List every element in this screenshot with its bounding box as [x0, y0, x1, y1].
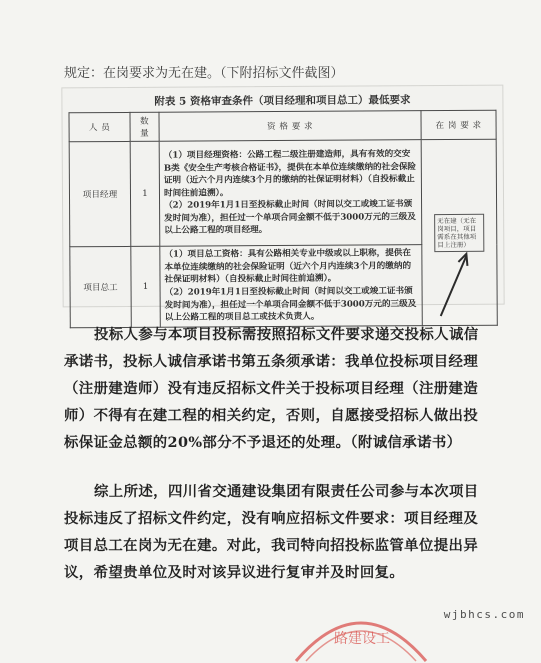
table-row	[69, 139, 497, 247]
header-role: 人 员	[69, 112, 130, 141]
appendix-title: 附表 5 资格审查条件（项目经理和项目总工）最低要求	[154, 94, 411, 108]
requirement-paragraph: （2）2019年1月1日至投标截止时间（时间以交工或竣工证书颁发时间为准），担任过一个单项合同金额不低于3000万元的三级及以上公路工程的项目总工或技术负责人。	[164, 286, 417, 323]
requirement-cell	[160, 245, 422, 328]
role-cell: 项目总工	[70, 246, 131, 327]
paragraph-text: 投标人参与本项目投标需按照招标文件要求递交投标人诚信承诺书，投标人诚信承诺书第五条须承诺：我单位投标项目经理（注册建造师）没有违反招标文件关于投标项目经理（注册建造师）不得有在建工程的相关约定，否则，自愿接受招标人做出投标保证金总额的20%部分不予退还的处理。（附诚信承诺书）	[64, 326, 479, 451]
header-requirement: 资 格 要 求	[159, 111, 421, 142]
qty-cell: 1	[130, 141, 160, 246]
requirement-paragraph: （2）2019年1月1日至投标截止时间（时间以交工或竣工证书颁发时间为准），担任过一个单项合同金额不低于3000万元的三级及以上公路工程的项目经理。	[164, 199, 416, 237]
on-duty-cell	[421, 139, 497, 325]
qualification-table	[68, 110, 497, 329]
tender-document-screenshot	[61, 85, 504, 323]
requirement-paragraph: （1）项目经理资格：公路工程二级注册建造师，具有有效的交安B类《安全生产考核合格证书》，提供在本单位连续缴纳的社会保险证明（近六个月内连续3个月的缴纳的社保证明材料）（自投标截止时间往前追溯）。	[163, 149, 417, 199]
qty-cell: 1	[131, 246, 160, 327]
role-cell: 项目经理	[69, 141, 131, 246]
table-header-row	[69, 110, 496, 142]
body-paragraph-1	[64, 321, 484, 456]
requirement-cell	[159, 140, 422, 247]
body-paragraph-2	[64, 478, 484, 586]
header-qty: 数 量	[130, 112, 159, 141]
intro-line: 规定：在岗要求为无在建。（下附招标文件截图）	[64, 66, 344, 81]
stamp-text: 路建设工	[334, 631, 390, 647]
pen-arrow-icon	[436, 250, 476, 320]
company-seal-stamp	[286, 603, 436, 663]
requirement-paragraph: （1）项目总工资格：具有公路相关专业中级或以上职称，提供在本单位连续缴纳的社会保险证明（近六个月内连续3个月的缴纳的社保证明材料）（自投标截止时间往前追溯）。	[164, 248, 412, 286]
site-watermark: wjbhcs.com	[443, 608, 525, 621]
handwritten-note: 无在建（无在岗项目，项目需系在其他项目上注册）	[434, 213, 484, 251]
header-on-duty: 在 岗 要 求	[421, 110, 496, 139]
paragraph-text: 综上所述，四川省交通建设集团有限责任公司参与本次项目投标违反了招标文件约定，没有响应招标文件要求：项目经理及项目总工在岗为无在建。对此，我司特向招投标监管单位提出异议，希望贵单位及时对该异议进行复审并及时回复。	[64, 483, 479, 581]
